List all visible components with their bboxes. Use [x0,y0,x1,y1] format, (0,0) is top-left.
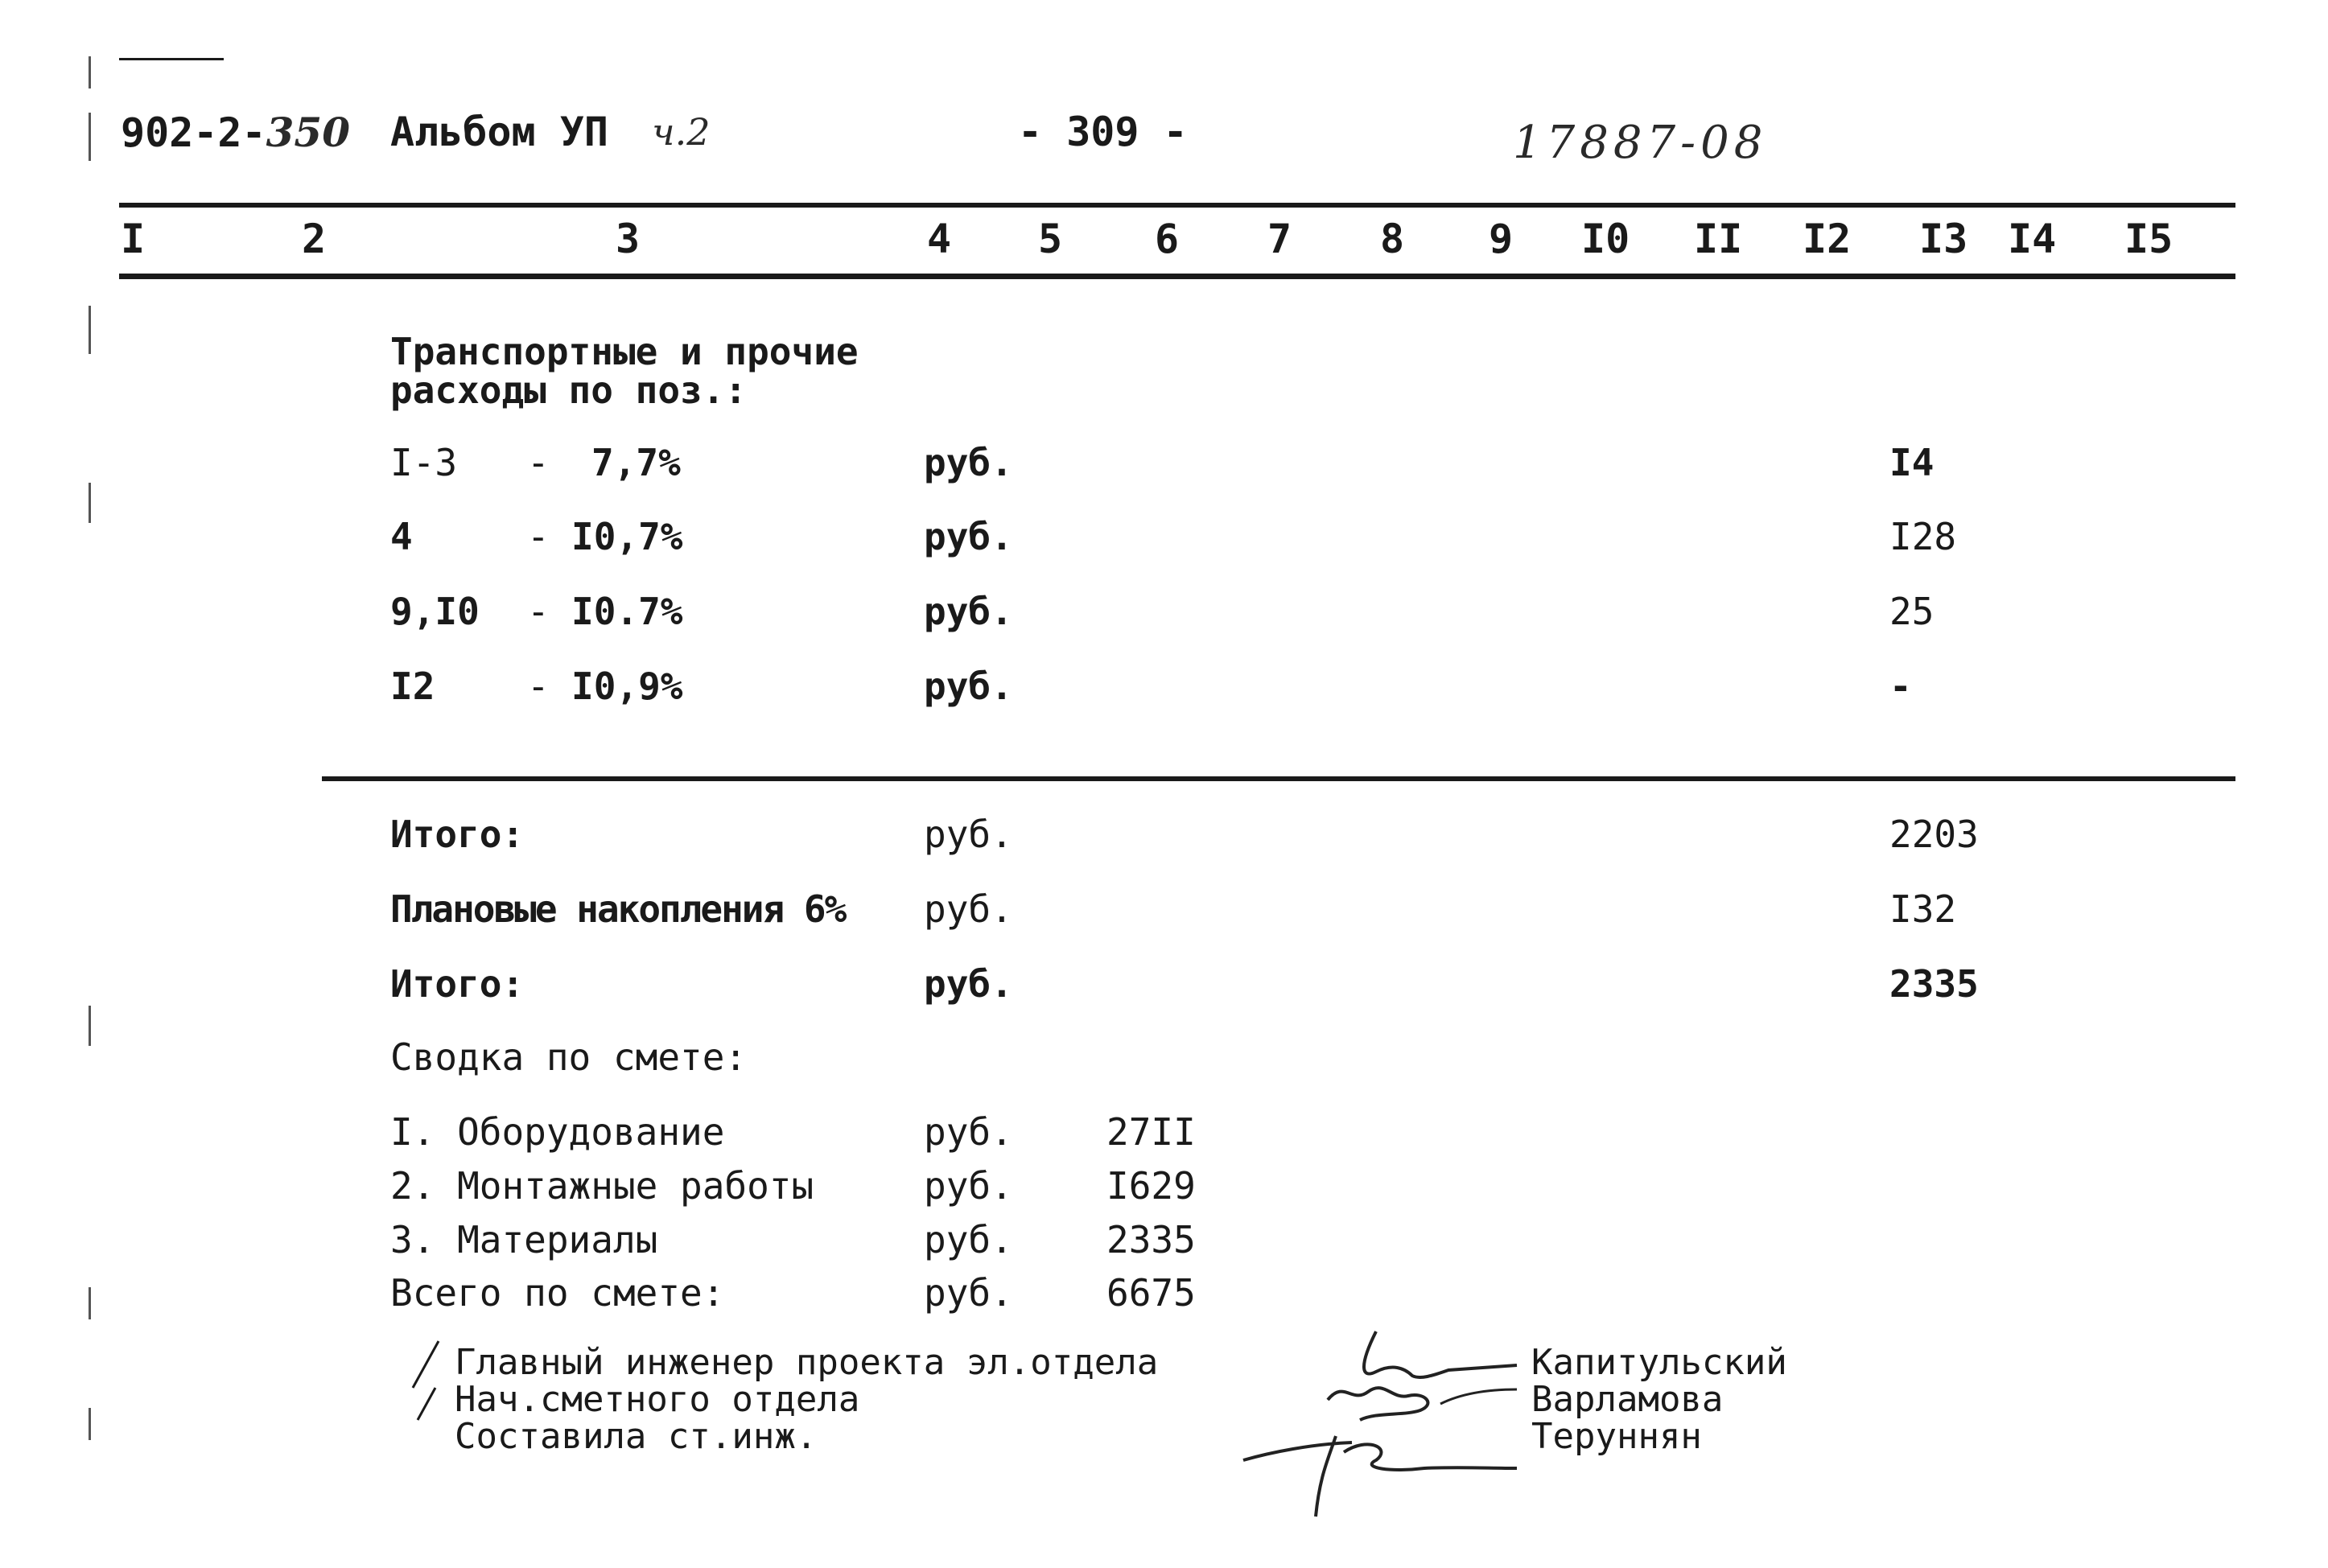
totals-label: Итого: [390,813,525,856]
column-number: I3 [1919,216,1968,262]
margin-mark [89,1006,91,1046]
top-corner-rule [119,58,224,60]
summary-value: 27II [1106,1110,1196,1154]
margin-mark [89,306,91,354]
column-number: 4 [927,216,952,262]
totals-value: I32 [1889,887,1957,931]
totals-label: Итого: [390,962,525,1006]
column-number: 7 [1267,216,1292,262]
column-header-bottom-rule [119,274,2235,279]
document-number-handwritten: 17887-08 [1513,117,1768,169]
signature-role: Составила ст.инж. [455,1416,818,1457]
column-number: 3 [616,216,641,262]
transport-pct: I0,7% [571,515,683,558]
transport-dash: - [527,441,550,484]
summary-label: 3. Материалы [390,1218,658,1261]
totals-value: 2335 [1889,962,1979,1006]
document-code-typed: 902-2- [121,109,266,156]
summary-value: I629 [1106,1164,1196,1208]
totals-unit: руб. [924,962,1013,1006]
page-number: - 309 - [1018,109,1188,155]
transport-pct: I0.7% [571,590,683,633]
summary-value: 2335 [1106,1218,1196,1261]
transport-value: - [1889,665,1912,708]
signature-name: Варламова [1531,1379,1724,1420]
transport-pos: I2 [390,665,435,708]
column-number: 2 [302,216,327,262]
signature-role: Нач.сметного отдела [455,1379,860,1420]
summary-label: 2. Монтажные работы [390,1164,814,1208]
part-handwritten: ч.2 [652,110,711,154]
summary-unit: руб. [924,1164,1013,1208]
handwritten-signatures [1239,1315,1561,1528]
transport-value: 25 [1889,590,1935,633]
transport-dash: - [527,590,550,633]
transport-dash: - [527,515,550,558]
transport-unit: руб. [924,590,1013,633]
column-number: II [1694,216,1743,262]
column-number: 6 [1155,216,1180,262]
transport-pct: I0,9% [571,665,683,708]
signature-name: Капитульский [1531,1342,1787,1383]
column-number: I5 [2124,216,2173,262]
column-header-top-rule [119,203,2235,208]
totals-label: Плановые накопления 6% [390,887,846,931]
document-code [121,109,350,156]
column-number: 5 [1038,216,1063,262]
margin-mark [89,1408,91,1440]
column-number: I4 [2008,216,2057,262]
totals-unit: руб. [924,813,1013,856]
section-separator-rule [322,776,2235,781]
margin-mark [89,56,91,88]
album-label: Альбом УП [390,109,608,155]
transport-value: I28 [1889,515,1957,558]
summary-value: 6675 [1106,1271,1196,1315]
transport-unit: руб. [924,441,1013,484]
summary-unit: руб. [924,1218,1013,1261]
transport-unit: руб. [924,515,1013,558]
column-number: I2 [1803,216,1852,262]
transport-title-line2: расходы по поз.: [390,368,748,412]
signature-role: Главный инженер проекта эл.отдела [455,1342,1159,1383]
summary-label: I. Оборудование [390,1110,725,1154]
totals-unit: руб. [924,887,1013,931]
transport-dash: - [527,665,550,708]
margin-mark [89,113,91,161]
signature-slashes [406,1340,447,1431]
transport-pct: 7,7% [591,441,681,484]
column-number: 8 [1380,216,1405,262]
transport-unit: руб. [924,665,1013,708]
transport-pos: 4 [390,515,413,558]
transport-value: I4 [1889,441,1935,484]
column-number: I0 [1581,216,1630,262]
summary-label: Всего по смете: [390,1271,725,1315]
summary-unit: руб. [924,1110,1013,1154]
signature-name: Теруннян [1531,1416,1702,1457]
totals-value: 2203 [1889,813,1979,856]
margin-mark [89,483,91,523]
summary-unit: руб. [924,1271,1013,1315]
transport-pos: I-3 [390,441,458,484]
summary-title: Сводка по смете: [390,1035,748,1079]
transport-title-line1: Транспортные и прочие [390,330,859,373]
margin-mark [89,1287,91,1319]
transport-pos: 9,I0 [390,590,480,633]
column-number: I [121,216,146,262]
document-code-handwritten: 350 [266,109,350,156]
column-number: 9 [1489,216,1514,262]
